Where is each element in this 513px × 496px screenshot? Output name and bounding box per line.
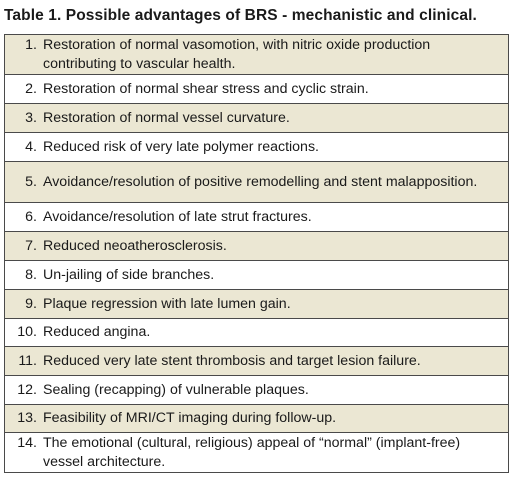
table-row: [5, 75, 509, 104]
table-title: Table 1. Possible advantages of BRS - mechanistic and clinical.: [4, 7, 477, 24]
row-number: 7.: [25, 237, 37, 254]
row-text: Restoration of normal vessel curvature.: [43, 109, 290, 126]
row-number: 9.: [25, 295, 37, 312]
row-number: 4.: [25, 138, 37, 155]
table-row: [5, 162, 509, 203]
row-text: Reduced neoatherosclerosis.: [43, 237, 227, 254]
row-text: Sealing (recapping) of vulnerable plaques.: [43, 381, 309, 398]
row-number: 10.: [17, 324, 37, 341]
row-text: Reduced very late stent thrombosis and target lesion failure.: [43, 352, 421, 369]
row-text: Reduced angina.: [43, 324, 151, 341]
row-text: Restoration of normal shear stress and cyclic strain.: [43, 80, 369, 97]
row-number: 2.: [25, 80, 37, 97]
row-number: 8.: [25, 266, 37, 283]
row-number: 11.: [18, 352, 37, 369]
table-row: [5, 232, 509, 261]
table-row: [5, 261, 509, 290]
row-text: Avoidance/resolution of positive remodelling and stent malapposition.: [43, 173, 478, 190]
row-number: 14.: [17, 435, 37, 451]
row-text: Restoration of normal vasomotion, with nitric oxide production contributing to vascular health.: [43, 37, 431, 72]
row-text: Feasibility of MRI/CT imaging during follow-up.: [43, 410, 337, 427]
row-number: 3.: [25, 109, 37, 126]
table-row: [5, 35, 509, 75]
row-number: 13.: [17, 410, 37, 427]
table-row: [5, 133, 509, 162]
advantages-table: [4, 34, 509, 473]
table-row: [5, 347, 509, 376]
row-text: The emotional (cultural, religious) appeal of “normal” (implant-free) vessel architecture.: [43, 435, 461, 470]
row-text: Reduced risk of very late polymer reactions.: [43, 138, 319, 155]
table-row: [5, 376, 509, 405]
row-number: 1.: [25, 37, 37, 53]
table-row: [5, 203, 509, 232]
row-text: Un-jailing of side branches.: [43, 266, 215, 283]
row-text: Plaque regression with late lumen gain.: [43, 295, 291, 312]
table-row: [5, 405, 509, 433]
table-row: [5, 433, 509, 473]
table-row: [5, 319, 509, 347]
row-number: 12.: [17, 381, 37, 398]
row-text: Avoidance/resolution of late strut fractures.: [43, 208, 312, 225]
row-number: 6.: [25, 208, 37, 225]
table-row: [5, 290, 509, 319]
row-number: 5.: [25, 173, 37, 190]
table-row: [5, 104, 509, 133]
